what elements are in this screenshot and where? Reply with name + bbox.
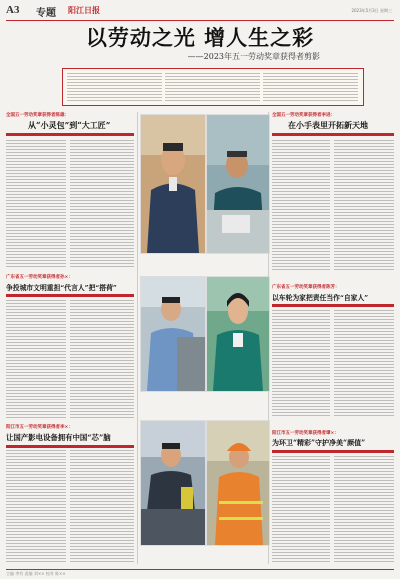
article-4-text — [334, 310, 394, 418]
article-kicker: 广东省五一劳动奖章获得者孙×： — [6, 275, 73, 280]
photo-worker-2 — [206, 114, 270, 254]
worker-3-illustration — [141, 277, 205, 391]
article-kicker: 阳江市五一劳动奖章获得者李×： — [6, 425, 73, 430]
article-6-text — [272, 456, 330, 562]
article-3-text — [70, 300, 134, 418]
article-2-text — [272, 140, 330, 270]
title-underline — [272, 450, 394, 453]
article-1-text — [70, 140, 134, 268]
dateline: 2023年5月3日 星期三 — [351, 8, 392, 13]
article-1 — [6, 112, 134, 136]
article-title: 从“小灵包”到“大工匠” — [28, 120, 111, 130]
article-5 — [6, 424, 134, 448]
photo-worker-4 — [206, 276, 270, 392]
article-6 — [272, 430, 394, 453]
worker-2-illustration — [207, 115, 269, 253]
worker-5-illustration — [141, 421, 205, 545]
page-footer: 主编 李有 责编 刘×× 校对 陈×× — [6, 569, 394, 577]
article-2-text — [334, 140, 394, 270]
article-2 — [272, 112, 394, 136]
photo-worker-6 — [206, 420, 270, 546]
article-3-text — [6, 300, 66, 418]
worker-4-illustration — [207, 277, 269, 391]
main-headline: 以劳动之光 增人生之彩 — [85, 25, 315, 50]
title-underline — [272, 133, 394, 136]
page-number: A3 — [6, 4, 20, 16]
photo-worker-1 — [140, 114, 206, 254]
worker-1-illustration — [141, 115, 205, 253]
article-1-text — [6, 140, 66, 268]
column-divider — [137, 112, 138, 564]
photo-worker-3 — [140, 276, 206, 392]
article-5-text — [70, 450, 134, 562]
title-underline — [272, 304, 394, 307]
article-4 — [272, 284, 394, 307]
article-title: 以车轮为家把责任当作“自家人” — [272, 294, 369, 302]
intro-text-col1 — [67, 73, 162, 101]
paper-logo: 阳江日报 — [68, 6, 100, 15]
photo-worker-5 — [140, 420, 206, 546]
article-title: 争投城市文明重担“代言人”把“搭荷” — [6, 284, 117, 292]
article-kicker: 全国五一劳动奖章获得者李进： — [272, 113, 335, 118]
title-underline — [6, 133, 134, 136]
intro-box — [62, 68, 364, 106]
page-header — [6, 4, 394, 21]
intro-text-col2 — [165, 73, 260, 101]
article-kicker: 全国五一劳动奖章获得者陈雄： — [6, 113, 69, 118]
article-6-text — [334, 456, 394, 562]
title-underline — [6, 294, 134, 297]
article-4-text — [272, 310, 330, 418]
article-3 — [6, 274, 134, 297]
article-title: 让国产影电设备拥有中国“芯”脑 — [6, 433, 111, 442]
title-underline — [6, 445, 134, 448]
intro-text-col3 — [263, 73, 358, 101]
subheadline: ——2023年五一劳动奖章获得者剪影 — [187, 52, 320, 61]
article-kicker: 阳江市五一劳动奖章获得者谭×： — [272, 431, 339, 436]
article-kicker: 广东省五一劳动奖章获得者陈芳： — [272, 285, 340, 290]
worker-6-illustration — [207, 421, 269, 545]
article-title: 在小手表里开拓新天地 — [288, 120, 368, 130]
article-title: 为环卫“精彩”守护净美“颜值” — [272, 438, 366, 447]
article-5-text — [6, 450, 66, 562]
section-name: 专题 — [36, 8, 56, 19]
